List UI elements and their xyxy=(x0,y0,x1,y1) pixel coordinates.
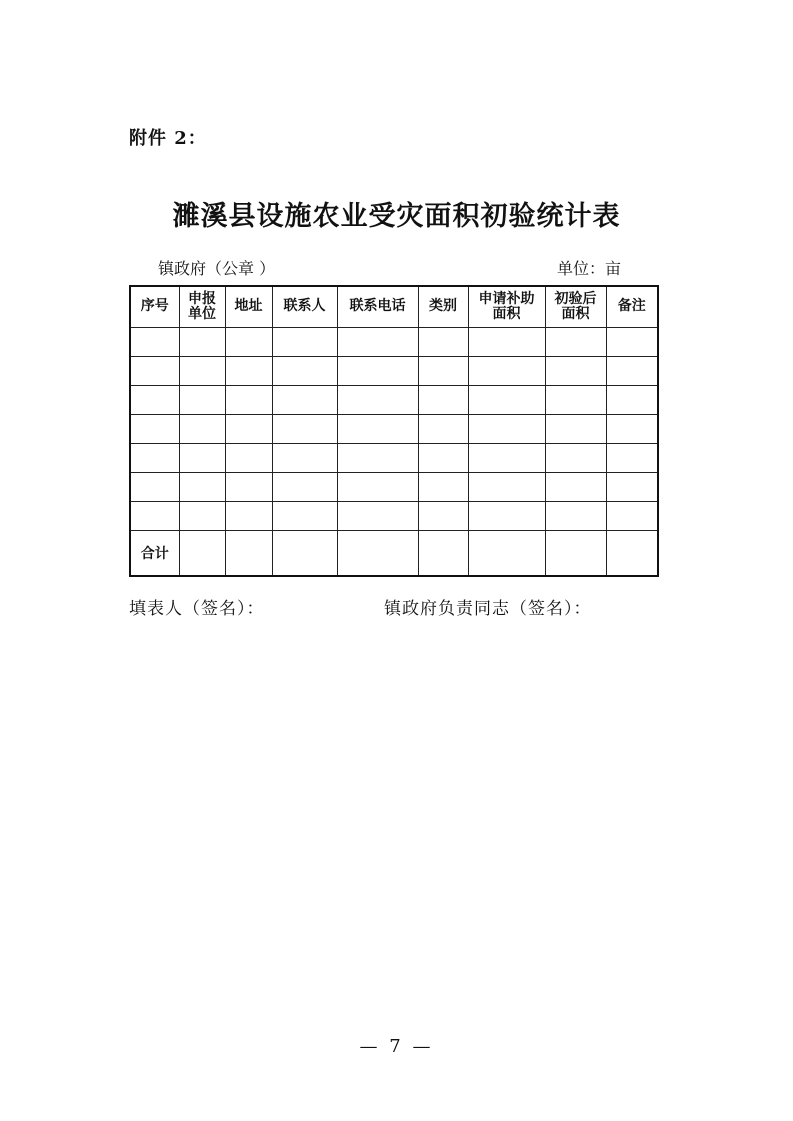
table-cell xyxy=(130,386,179,415)
table-cell xyxy=(545,502,606,531)
table-cell xyxy=(179,444,225,473)
header-line: 单位 xyxy=(188,306,216,322)
seal-label: 镇政府（公章 ） xyxy=(158,259,276,278)
table-cell xyxy=(225,415,272,444)
table-cell xyxy=(418,328,468,357)
table-cell xyxy=(225,444,272,473)
header-line: 联系电话 xyxy=(349,298,406,315)
header-cell xyxy=(545,286,606,328)
table-cell xyxy=(606,444,658,473)
table-cell xyxy=(179,502,225,531)
table-cell xyxy=(272,502,337,531)
table-cell xyxy=(179,357,225,386)
form-title: 濉溪县设施农业受灾面积初验统计表 xyxy=(172,201,621,232)
table-cell xyxy=(337,444,418,473)
table-cell xyxy=(468,328,545,357)
table-cell xyxy=(225,357,272,386)
table-cell xyxy=(545,328,606,357)
table-body xyxy=(130,328,658,577)
table-cell xyxy=(337,502,418,531)
table-cell xyxy=(337,531,418,577)
header-cell xyxy=(272,286,337,328)
header-cell xyxy=(130,286,179,328)
table-row xyxy=(130,386,658,415)
table-cell xyxy=(272,328,337,357)
table-cell xyxy=(130,473,179,502)
header-line: 地址 xyxy=(234,298,263,315)
table-row xyxy=(130,502,658,531)
statistics-table xyxy=(129,285,659,577)
unit-label: 单位：亩 xyxy=(557,259,622,278)
table-cell xyxy=(130,502,179,531)
table-cell xyxy=(545,473,606,502)
table-cell xyxy=(337,386,418,415)
header-line: 面积 xyxy=(492,306,521,322)
table-cell xyxy=(272,473,337,502)
table-cell xyxy=(225,531,272,577)
table-cell xyxy=(130,415,179,444)
table-cell xyxy=(468,473,545,502)
table-cell xyxy=(606,357,658,386)
header-cell xyxy=(468,286,545,328)
table-cell xyxy=(468,531,545,577)
table-cell xyxy=(468,386,545,415)
table-cell xyxy=(225,386,272,415)
table-cell xyxy=(606,415,658,444)
header-cell xyxy=(225,286,272,328)
header-row xyxy=(130,286,658,328)
table-cell xyxy=(225,473,272,502)
table-row xyxy=(130,357,658,386)
table-cell xyxy=(130,328,179,357)
header-line: 联系人 xyxy=(283,298,326,315)
table-cell xyxy=(272,386,337,415)
head-signature-label: 镇政府负责同志（签名）： xyxy=(384,599,592,619)
table-row xyxy=(130,328,658,357)
table-cell xyxy=(418,473,468,502)
table-cell xyxy=(225,502,272,531)
table-cell xyxy=(468,357,545,386)
table-cell xyxy=(179,386,225,415)
table-cell xyxy=(130,357,179,386)
header-line: 类别 xyxy=(429,298,457,315)
header-line: 序号 xyxy=(140,298,169,315)
header-line: 面积 xyxy=(561,306,590,322)
table-cell xyxy=(418,502,468,531)
table-cell xyxy=(418,531,468,577)
header-line: 申请补助 xyxy=(478,290,535,307)
header-line: 申报 xyxy=(188,290,216,307)
table-cell xyxy=(468,415,545,444)
table-cell xyxy=(272,531,337,577)
header-line: 初验后 xyxy=(554,290,597,307)
page-number: — 7 — xyxy=(359,1036,434,1057)
table-row xyxy=(130,415,658,444)
total-label: 合计 xyxy=(130,531,179,577)
table-cell xyxy=(337,357,418,386)
header-cell xyxy=(337,286,418,328)
header-line: 备注 xyxy=(617,298,646,315)
table-cell xyxy=(418,357,468,386)
attachment-label: 附件 2： xyxy=(129,128,207,149)
header-cell xyxy=(179,286,225,328)
table-cell xyxy=(179,531,225,577)
header-cell xyxy=(606,286,658,328)
filler-signature-label: 填表人（签名）： xyxy=(129,599,265,619)
table-cell xyxy=(337,473,418,502)
table-row xyxy=(130,444,658,473)
table-cell xyxy=(545,415,606,444)
table-cell xyxy=(606,531,658,577)
table-cell xyxy=(418,386,468,415)
table-cell xyxy=(225,328,272,357)
table-cell xyxy=(545,386,606,415)
table-cell xyxy=(179,415,225,444)
table-cell xyxy=(272,415,337,444)
table-cell xyxy=(272,444,337,473)
header-cell xyxy=(418,286,468,328)
table-cell xyxy=(337,328,418,357)
table-cell xyxy=(606,328,658,357)
table-cell xyxy=(337,415,418,444)
table-cell xyxy=(468,444,545,473)
table-cell xyxy=(606,386,658,415)
table-cell xyxy=(545,444,606,473)
total-row xyxy=(130,531,658,577)
table-cell xyxy=(130,444,179,473)
table-cell xyxy=(179,328,225,357)
table-cell xyxy=(272,357,337,386)
table-cell xyxy=(179,473,225,502)
table-cell xyxy=(606,502,658,531)
table-cell xyxy=(606,473,658,502)
table-cell xyxy=(468,502,545,531)
table-cell xyxy=(545,531,606,577)
table-cell xyxy=(545,357,606,386)
table-row xyxy=(130,473,658,502)
table-cell xyxy=(418,444,468,473)
table-cell xyxy=(418,415,468,444)
